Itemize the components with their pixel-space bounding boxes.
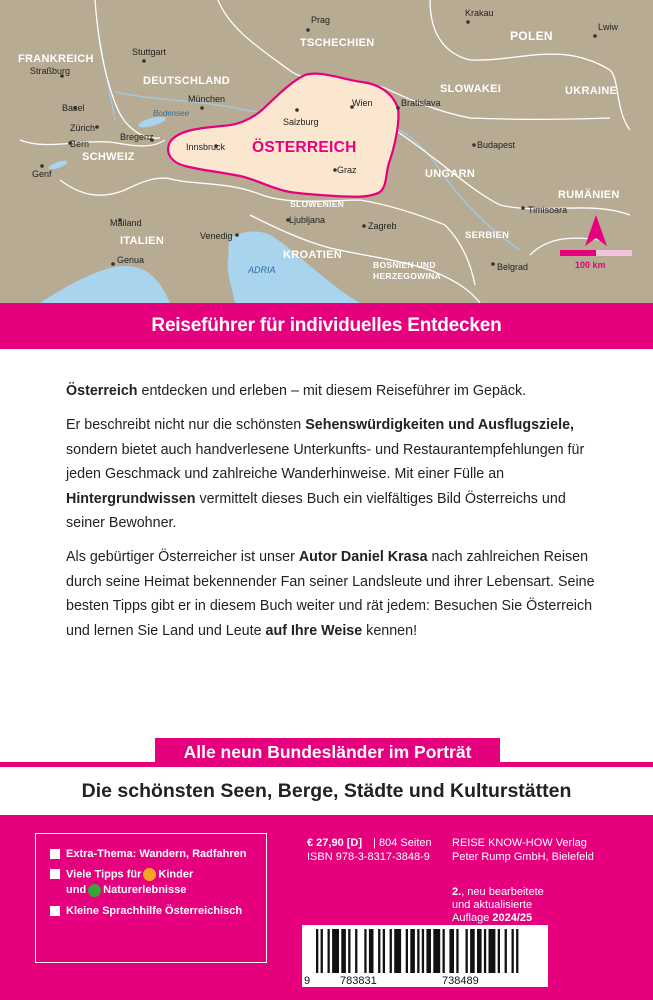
banner-bundeslaender: Alle neun Bundesländer im Porträt	[155, 738, 500, 766]
city-stuttgart: Stuttgart	[132, 47, 167, 57]
p2-text-1: Er beschreibt nicht nur die schönsten	[66, 417, 306, 434]
barcode-digit-first: 9	[304, 975, 311, 987]
city-basel: Basel	[62, 103, 85, 113]
feature-label: Extra-Thema: Wandern, Radfahren	[66, 848, 247, 860]
barcode-bar	[417, 929, 419, 973]
label-adria: ADRIA	[248, 265, 276, 275]
paragraph-2	[66, 413, 596, 535]
edition-line-2: und aktualisierte	[452, 899, 533, 911]
city-graz: Graz	[337, 165, 357, 175]
edition-info	[452, 886, 544, 925]
label-serbien: SERBIEN	[465, 230, 510, 241]
label-kroatien: KROATIEN	[283, 249, 343, 261]
p1-text: entdecken und erleben – mit diesem Reiseführer im Gepäck.	[137, 383, 527, 399]
barcode-bar	[433, 929, 440, 973]
city-zuerich: Zürich	[70, 123, 96, 133]
barcode-bar	[390, 929, 392, 973]
city-budapest: Budapest	[477, 140, 516, 150]
p2-bold-1: Sehenswürdigkeiten und Ausflugsziele,	[305, 417, 574, 434]
p3-text-1: Als gebürtiger Österreicher ist unser	[66, 549, 299, 566]
city-genf: Genf	[32, 169, 52, 179]
label-deutschland: DEUTSCHLAND	[143, 75, 231, 87]
feature-label: und	[66, 884, 87, 896]
barcode-bar	[369, 929, 374, 973]
publisher-address: Peter Rump GmbH, Bielefeld	[452, 851, 594, 863]
edition-line-1: , neu bearbeitete	[461, 886, 544, 898]
p3-text-3: kennen!	[362, 622, 418, 639]
publisher-name: REISE KNOW-HOW Verlag	[452, 837, 587, 849]
p2-bold-2: Hintergrundwissen	[66, 490, 196, 507]
label-schweiz: SCHWEIZ	[82, 151, 135, 163]
barcode-bar	[505, 929, 507, 973]
feature-item	[50, 868, 266, 881]
description-text	[66, 379, 596, 653]
city-timisoara: Timisoara	[528, 205, 568, 215]
barcode-bar	[470, 929, 475, 973]
label-tschechien: TSCHECHIEN	[300, 37, 375, 49]
city-strassburg: Straßburg	[30, 66, 71, 76]
edition-number: 2.	[452, 886, 462, 898]
barcode-bar	[477, 929, 482, 973]
barcode-bar	[498, 929, 500, 973]
city-salzburg: Salzburg	[283, 117, 319, 127]
tagline-band: Reiseführer für individuelles Entdecken	[0, 303, 653, 349]
barcode-bar	[321, 929, 323, 973]
barcode-bar	[328, 929, 330, 973]
barcode-bar	[443, 929, 445, 973]
city-wien: Wien	[352, 98, 373, 108]
barcode-bar	[449, 929, 454, 973]
publisher-info	[452, 836, 594, 864]
barcode-bar	[410, 929, 415, 973]
feature-label: Naturerlebnisse	[103, 884, 187, 896]
city-genua: Genua	[117, 255, 145, 265]
map-scale-label: 100 km	[575, 260, 606, 270]
barcode-bar	[348, 929, 350, 973]
barcode-bar	[364, 929, 366, 973]
city-innsbruck: Innsbruck	[186, 142, 226, 152]
city-venedig: Venedig	[200, 231, 233, 241]
city-prag: Prag	[311, 15, 331, 25]
barcode-bar	[316, 929, 318, 973]
paragraph-1	[66, 379, 596, 403]
city-bern: Bern	[70, 139, 90, 149]
feature-label: Kinder	[158, 868, 194, 881]
bullet-box-icon	[50, 869, 60, 879]
bold-oesterreich: Österreich	[66, 383, 138, 399]
barcode-bar	[406, 929, 408, 973]
city-ljubljana: Ljubljana	[289, 215, 326, 225]
label-oesterreich: ÖSTERREICH	[252, 139, 357, 156]
barcode-bars	[302, 925, 548, 987]
feature-label: Viele Tipps für	[66, 868, 142, 881]
barcode-digits-2: 738489	[442, 975, 479, 987]
map-of-austria-and-neighbours	[0, 0, 653, 303]
p3-bold-author: Autor Daniel Krasa	[298, 549, 428, 566]
label-rumaenien: RUMÄNIEN	[558, 189, 620, 201]
page-count: 804 Seiten	[379, 837, 432, 849]
label-ukraine: UKRAINE	[565, 85, 618, 97]
label-polen: POLEN	[510, 29, 553, 43]
kids-icon	[143, 868, 156, 881]
barcode-bar	[341, 929, 346, 973]
label-frankreich: FRANKREICH	[18, 53, 94, 65]
paragraph-3	[66, 545, 596, 643]
banner-highlights: Die schönsten Seen, Berge, Städte und Kulturstätten	[0, 767, 653, 815]
barcode-bar	[489, 929, 496, 973]
price-info: € 27,90 [D] | 804 Seiten ISBN 978-3-8317-3848-9	[307, 837, 432, 863]
barcode-bar	[512, 929, 514, 973]
nature-icon	[88, 884, 101, 897]
feature-item	[50, 905, 266, 917]
feature-item	[50, 848, 266, 860]
isbn: ISBN 978-3-8317-3848-9	[307, 851, 430, 863]
city-lwiw: Lwiw	[598, 22, 619, 32]
p2-text-2: sondern bietet auch handverlesene Unterkunfts- und Restaurantempfehlungen für jeden Geschmack und zahlreiche Wanderhinweise. Mit einer Fülle an	[66, 441, 585, 483]
feature-list	[35, 833, 267, 963]
label-bosnien-1: BOSNIEN UND	[373, 260, 436, 270]
barcode-bar	[426, 929, 431, 973]
city-mailand: Mailand	[110, 218, 142, 228]
bullet-box-icon	[50, 906, 60, 916]
p3-bold-2: auf Ihre Weise	[265, 622, 363, 639]
label-ungarn: UNGARN	[425, 168, 476, 180]
edition-line-3: Auflage	[452, 912, 493, 924]
barcode-bar	[466, 929, 468, 973]
city-zagreb: Zagreb	[368, 221, 397, 231]
label-bodensee: Bodensee	[153, 109, 190, 118]
p3-text-2: nach zahlreichen Reisen durch seine Heimat bekennender Fan seiner Landsleute und ihrer Lebensart. Seine besten Tipps gibt er in diesem Buch weiter und rät jedem: Besuchen Sie Österreich und lernen Sie Land und Leute	[66, 549, 595, 639]
price: € 27,90 [D]	[307, 837, 363, 849]
barcode-bar	[355, 929, 357, 973]
barcode-bar	[422, 929, 424, 973]
label-slowakei: SLOWAKEI	[440, 83, 502, 95]
city-krakau: Krakau	[465, 8, 494, 18]
description-panel	[0, 349, 653, 762]
p2-text-3: vermittelt dieses Buch ein vielfältiges Bild Österreichs und seiner Bewohner.	[66, 490, 566, 532]
bullet-box-icon	[50, 849, 60, 859]
feature-label: Kleine Sprachhilfe Österreichisch	[66, 905, 243, 917]
label-bosnien-2: HERZEGOWINA	[373, 271, 441, 281]
barcode-bar	[394, 929, 401, 973]
barcode-bar	[516, 929, 518, 973]
barcode-bar	[332, 929, 339, 973]
feature-item	[50, 884, 266, 897]
barcode-bar	[378, 929, 380, 973]
barcode-bar	[456, 929, 458, 973]
barcode	[302, 925, 548, 987]
label-slowenien: SLOWENIEN	[290, 199, 345, 209]
city-bregenz: Bregenz	[120, 132, 154, 142]
city-belgrad: Belgrad	[497, 262, 529, 272]
city-bratislava: Bratislava	[401, 98, 441, 108]
barcode-bar	[484, 929, 486, 973]
city-muenchen: München	[188, 94, 226, 104]
back-cover-footer	[0, 815, 653, 1000]
label-italien: ITALIEN	[120, 235, 165, 247]
barcode-digits-1: 783831	[340, 975, 377, 987]
barcode-bar	[383, 929, 385, 973]
edition-year: 2024/25	[492, 912, 533, 924]
